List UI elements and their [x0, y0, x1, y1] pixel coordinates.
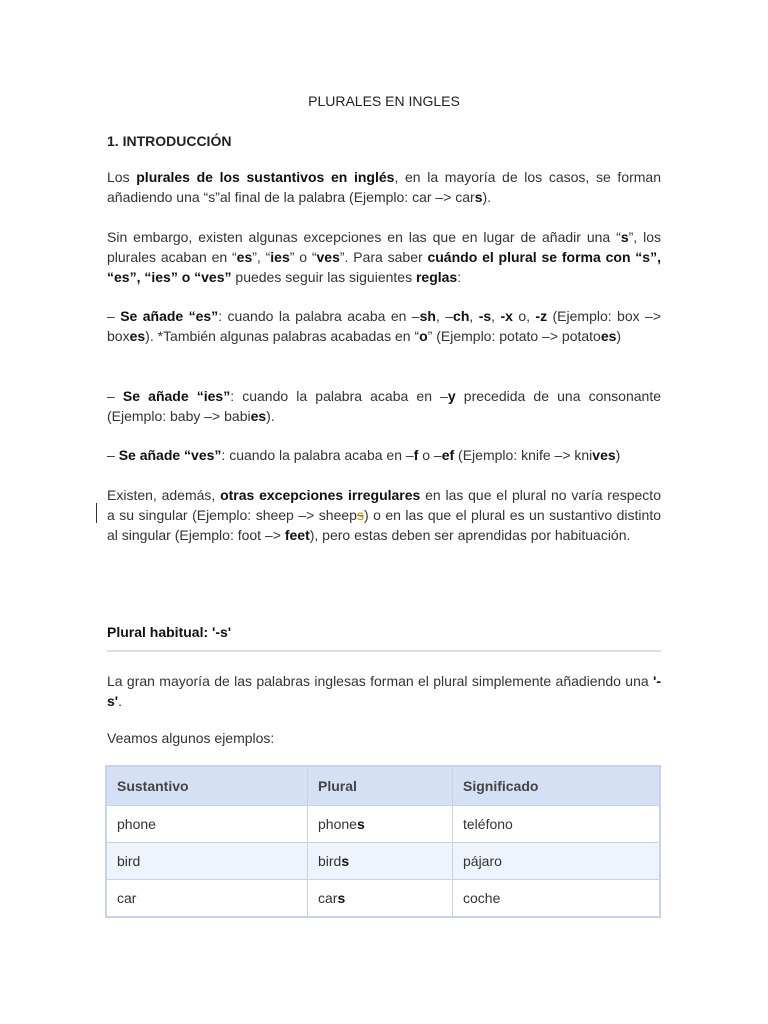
- plural-cell: birds: [308, 843, 453, 880]
- table-header-significado: Significado: [453, 766, 661, 806]
- table-header-plural: Plural: [308, 766, 453, 806]
- plural-examples-table: [105, 765, 661, 918]
- intro-paragraph: Los plurales de los sustantivos en inglés, en la mayoría de los casos, se forman añadiendo una “s”al final de la palabra (Ejemplo: car –> cars).: [107, 169, 661, 205]
- section-heading-introduccion: 1. INTRODUCCIÓN: [107, 133, 232, 149]
- strikethrough-edit: s: [356, 507, 364, 523]
- plural-cell: phones: [308, 806, 453, 843]
- table-row: [106, 843, 660, 880]
- meaning-cell: teléfono: [453, 806, 661, 843]
- plural-cell: cars: [308, 880, 453, 918]
- meaning-cell: pájaro: [453, 843, 661, 880]
- rule-es-paragraph: – Se añade “es”: cuando la palabra acaba en –sh, –ch, -s, -x o, -z (Ejemplo: box –> boxes). *También algunas palabras acabadas en “o” (Ejemplo: potato –> potatoes): [107, 308, 661, 344]
- section-divider: [107, 650, 661, 652]
- noun-cell: car: [106, 880, 308, 918]
- meaning-cell: coche: [453, 880, 661, 918]
- section-heading-plural-habitual: Plural habitual: '-s': [107, 624, 232, 640]
- irregular-paragraph[interactable]: Existen, además, otras excepciones irregulares en las que el plural no varía respecto a su singular (Ejemplo: sheep –> sheeps) o en las que el plural es un sustantivo distinto al singular (Ejemplo: foot –> feet), pero estas deben ser aprendidas por habituación.: [107, 487, 662, 543]
- rule-ies-paragraph: – Se añade “ies”: cuando la palabra acaba en –y precedida de una consonante (Ejemplo: baby –> babies).: [107, 388, 661, 424]
- noun-cell: bird: [106, 843, 308, 880]
- examples-intro: Veamos algunos ejemplos:: [107, 730, 275, 746]
- noun-cell: phone: [106, 806, 308, 843]
- table-row: [106, 880, 660, 918]
- exceptions-paragraph: Sin embargo, existen algunas excepciones en las que en lugar de añadir una “s”, los plurales acaban en “es”, “ies” o “ves”. Para saber cuándo el plural se forma con “s”, “es”, “ies” o “ves” puedes seguir las siguientes reglas:: [107, 229, 661, 285]
- table-header-row: [106, 766, 660, 806]
- document-title: PLURALES EN INGLES: [308, 93, 460, 109]
- text-cursor: [96, 503, 97, 523]
- table-header-sustantivo: Sustantivo: [106, 766, 308, 806]
- table-row: [106, 806, 660, 843]
- rule-ves-paragraph: – Se añade “ves”: cuando la palabra acaba en –f o –ef (Ejemplo: knife –> knives): [107, 447, 621, 463]
- majority-paragraph: La gran mayoría de las palabras inglesas forman el plural simplemente añadiendo una '-s'.: [107, 673, 661, 709]
